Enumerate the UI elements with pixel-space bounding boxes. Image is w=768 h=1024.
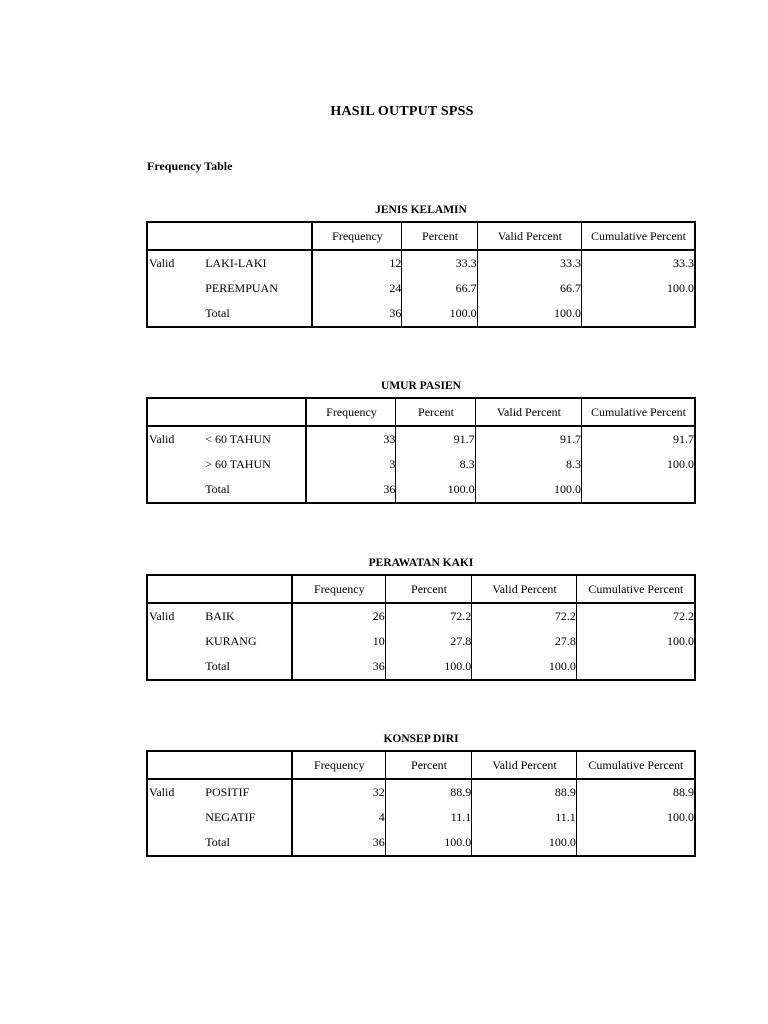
cell-cumulative-percent: [576, 654, 695, 680]
cell-frequency: 24: [312, 276, 402, 301]
cell-valid-percent: 8.3: [475, 452, 581, 477]
page-title: HASIL OUTPUT SPSS: [330, 104, 474, 119]
row-group-cell: [147, 629, 201, 654]
cell-percent: 66.7: [402, 276, 477, 301]
table-header-row: [147, 398, 695, 426]
row-group-cell: [147, 654, 201, 680]
header-empty-cell: [201, 751, 291, 779]
cell-percent: 72.2: [385, 603, 471, 629]
table-row: [147, 426, 695, 452]
cell-cumulative-percent: 33.3: [582, 250, 695, 276]
header-percent: Percent: [396, 398, 475, 426]
table-title-konsep-diri: KONSEP DIRI: [383, 733, 459, 745]
cell-frequency: 36: [292, 654, 386, 680]
header-valid-percent: Valid Percent: [475, 398, 581, 426]
cell-percent: 27.8: [385, 629, 471, 654]
cell-percent: 100.0: [402, 301, 477, 327]
cell-valid-percent: 88.9: [472, 779, 577, 805]
cell-percent: 91.7: [396, 426, 475, 452]
row-label: KURANG: [205, 634, 257, 648]
cell-cumulative-percent: 100.0: [576, 805, 695, 830]
cell-frequency: 26: [292, 603, 386, 629]
frequency-table-konsep-diri: [146, 750, 696, 857]
cell-valid-percent: 100.0: [472, 654, 577, 680]
cell-cumulative-percent: 100.0: [576, 629, 695, 654]
valid-label: Valid: [149, 785, 175, 799]
cell-valid-percent: 11.1: [472, 805, 577, 830]
cell-cumulative-percent: 100.0: [582, 452, 695, 477]
row-label: < 60 TAHUN: [205, 432, 271, 446]
row-label: Total: [205, 835, 230, 849]
cell-valid-percent: 100.0: [472, 830, 577, 856]
header-percent: Percent: [385, 575, 471, 603]
table-row: [147, 452, 695, 477]
row-label: Total: [205, 659, 230, 673]
row-label: LAKI-LAKI: [205, 256, 267, 270]
table-title-jenis-kelamin: JENIS KELAMIN: [375, 204, 467, 216]
header-cumulative-percent: Cumulative Percent: [582, 398, 695, 426]
cell-percent: 8.3: [396, 452, 475, 477]
cell-percent: 100.0: [385, 830, 471, 856]
row-group-cell: [147, 830, 201, 856]
row-group-cell: [147, 452, 201, 477]
cell-percent: 100.0: [396, 477, 475, 503]
table-row: [147, 276, 695, 301]
cell-frequency: 32: [292, 779, 386, 805]
cell-frequency: 36: [306, 477, 396, 503]
table-row-total: [147, 477, 695, 503]
frequency-table-perawatan-kaki: [146, 574, 696, 681]
valid-label: Valid: [149, 609, 175, 623]
row-label: POSITIF: [205, 785, 250, 799]
header-empty-cell: [201, 398, 305, 426]
row-group-cell: [147, 276, 201, 301]
cell-cumulative-percent: [582, 301, 695, 327]
table-header-row: [147, 751, 695, 779]
frequency-table-jenis-kelamin: [146, 221, 696, 328]
table-row: [147, 629, 695, 654]
row-label: > 60 TAHUN: [205, 457, 271, 471]
cell-valid-percent: 72.2: [472, 603, 577, 629]
row-group-cell: [147, 301, 201, 327]
table-row: [147, 603, 695, 629]
header-frequency: Frequency: [292, 575, 386, 603]
cell-cumulative-percent: [576, 830, 695, 856]
header-frequency: Frequency: [306, 398, 396, 426]
cell-frequency: 4: [292, 805, 386, 830]
table-row: [147, 250, 695, 276]
cell-valid-percent: 33.3: [477, 250, 581, 276]
header-cumulative-percent: Cumulative Percent: [582, 222, 695, 250]
row-group-cell: [147, 477, 201, 503]
header-valid-percent: Valid Percent: [472, 575, 577, 603]
table-title-umur-pasien: UMUR PASIEN: [381, 380, 461, 392]
table-row: [147, 805, 695, 830]
frequency-table-umur-pasien: [146, 397, 696, 504]
table-header-row: [147, 222, 695, 250]
header-empty-cell: [147, 222, 201, 250]
header-cumulative-percent: Cumulative Percent: [576, 575, 695, 603]
table-header-row: [147, 575, 695, 603]
header-empty-cell: [147, 575, 201, 603]
cell-frequency: 33: [306, 426, 396, 452]
table-row-total: [147, 830, 695, 856]
cell-cumulative-percent: 100.0: [582, 276, 695, 301]
cell-percent: 11.1: [385, 805, 471, 830]
cell-percent: 88.9: [385, 779, 471, 805]
cell-valid-percent: 91.7: [475, 426, 581, 452]
cell-cumulative-percent: 88.9: [576, 779, 695, 805]
cell-percent: 33.3: [402, 250, 477, 276]
frequency-table-heading: Frequency Table: [147, 159, 233, 173]
cell-frequency: 36: [312, 301, 402, 327]
valid-label: Valid: [149, 256, 175, 270]
header-empty-cell: [201, 222, 311, 250]
cell-valid-percent: 66.7: [477, 276, 581, 301]
header-cumulative-percent: Cumulative Percent: [576, 751, 695, 779]
row-label: PEREMPUAN: [205, 281, 278, 295]
header-frequency: Frequency: [292, 751, 386, 779]
row-label: NEGATIF: [205, 810, 256, 824]
table-row-total: [147, 301, 695, 327]
header-frequency: Frequency: [312, 222, 402, 250]
row-label: BAIK: [205, 609, 235, 623]
valid-label: Valid: [149, 432, 175, 446]
header-empty-cell: [147, 751, 201, 779]
cell-frequency: 10: [292, 629, 386, 654]
cell-valid-percent: 100.0: [475, 477, 581, 503]
cell-cumulative-percent: 72.2: [576, 603, 695, 629]
cell-cumulative-percent: 91.7: [582, 426, 695, 452]
header-valid-percent: Valid Percent: [472, 751, 577, 779]
table-row: [147, 779, 695, 805]
header-valid-percent: Valid Percent: [477, 222, 581, 250]
cell-frequency: 12: [312, 250, 402, 276]
header-percent: Percent: [402, 222, 477, 250]
header-percent: Percent: [385, 751, 471, 779]
cell-frequency: 3: [306, 452, 396, 477]
row-group-cell: [147, 805, 201, 830]
header-empty-cell: [147, 398, 201, 426]
cell-valid-percent: 27.8: [472, 629, 577, 654]
table-row-total: [147, 654, 695, 680]
cell-valid-percent: 100.0: [477, 301, 581, 327]
header-empty-cell: [201, 575, 291, 603]
cell-percent: 100.0: [385, 654, 471, 680]
cell-frequency: 36: [292, 830, 386, 856]
cell-cumulative-percent: [582, 477, 695, 503]
table-title-perawatan-kaki: PERAWATAN KAKI: [368, 557, 474, 569]
row-label: Total: [205, 482, 230, 496]
row-label: Total: [205, 306, 230, 320]
